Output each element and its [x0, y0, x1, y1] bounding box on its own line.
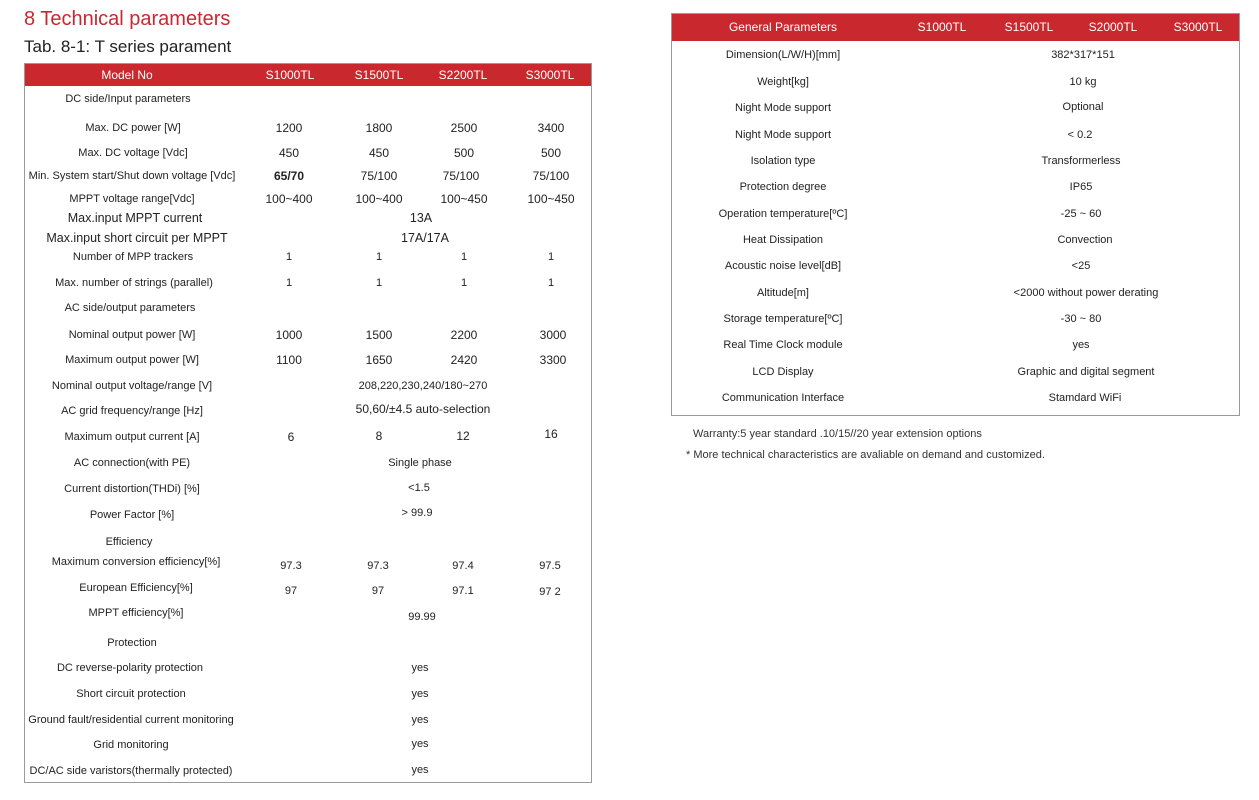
cell-value: 1650: [365, 353, 393, 367]
cell-value: 1800: [365, 121, 393, 135]
cell-value: < 0.2: [1067, 129, 1093, 141]
cell-value: 100~450: [440, 192, 488, 206]
cell-value: 99.99: [408, 611, 436, 623]
cell-value: 100~400: [265, 192, 313, 206]
row-label: Operation temperature[ºC]: [718, 208, 848, 220]
cell-value: 208,220,230,240/180~270: [358, 380, 488, 392]
cell-value: 97: [284, 585, 298, 597]
cell-value: 13A: [409, 211, 433, 225]
row-label: Maximum output current [A]: [64, 431, 200, 443]
cell-value: <25: [1071, 260, 1091, 272]
prot-section-heading: Protection: [107, 637, 157, 649]
cell-value: 97.4: [452, 560, 474, 572]
cell-value: 97: [371, 585, 385, 597]
row-label: Night Mode support: [735, 102, 831, 114]
cell-value: 75/100: [442, 169, 480, 183]
cell-value: yes: [411, 688, 429, 700]
row-label: Protection degree: [739, 181, 827, 193]
cell-value: Stamdard WiFi: [1048, 392, 1122, 404]
cell-value: 65/70: [273, 169, 305, 183]
customization-note: * More technical characteristics are avaliable on demand and customized.: [686, 449, 1045, 461]
cell-value: Transformerless: [1041, 155, 1121, 167]
cell-value: 1: [285, 277, 293, 289]
cell-value: 100~400: [355, 192, 403, 206]
cell-value: 2500: [450, 121, 478, 135]
row-label: Max.input MPPT current: [67, 211, 203, 225]
row-label: DC/AC side varistors(thermally protected): [29, 765, 233, 777]
t-series-parameter-table: [24, 63, 592, 783]
row-label: Current distortion(THDi) [%]: [64, 483, 200, 495]
cell-value: 6: [287, 430, 295, 444]
cell-value: 1: [460, 277, 468, 289]
header-s1000tl: S1000TL: [917, 20, 967, 34]
row-label: Max. DC power [W]: [85, 122, 181, 134]
cell-value: 3000: [539, 328, 567, 342]
row-label: Real Time Clock module: [723, 339, 843, 351]
cell-value: 3300: [539, 353, 567, 367]
cell-value: 450: [278, 146, 300, 160]
row-label: Night Mode support: [735, 129, 831, 141]
cell-value: 1: [547, 251, 555, 263]
cell-value: > 99.9: [401, 507, 433, 519]
header-s1500tl: S1500TL: [354, 68, 404, 82]
cell-value: IP65: [1069, 181, 1093, 193]
header-s2200tl: S2200TL: [438, 68, 488, 82]
cell-value: 16: [544, 427, 558, 441]
cell-value: 1: [460, 251, 468, 263]
row-label: Grid monitoring: [93, 739, 169, 751]
header-s3000tl: S3000TL: [1173, 20, 1223, 34]
cell-value: 450: [368, 146, 390, 160]
cell-value: Single phase: [388, 457, 452, 469]
header-s3000tl: S3000TL: [525, 68, 575, 82]
cell-value: yes: [411, 714, 429, 726]
row-label: Min. System start/Shut down voltage [Vdc]: [28, 170, 236, 182]
row-label: Max. DC voltage [Vdc]: [78, 147, 188, 159]
row-label: Communication Interface: [721, 392, 845, 404]
cell-value: 2200: [450, 328, 478, 342]
table-header: [25, 64, 591, 86]
cell-value: 97.1: [452, 585, 474, 597]
cell-value: <1.5: [408, 482, 430, 494]
row-label: Number of MPP trackers: [72, 251, 194, 263]
cell-value: Convection: [1057, 234, 1113, 246]
row-label: Heat Dissipation: [742, 234, 824, 246]
cell-value: 8: [375, 429, 383, 443]
header-model-no: Model No: [101, 68, 153, 82]
row-label: AC grid frequency/range [Hz]: [61, 405, 203, 417]
row-label: Nominal output voltage/range [V]: [51, 380, 213, 392]
cell-value: 1: [375, 251, 383, 263]
cell-value: 75/100: [360, 169, 398, 183]
cell-value: 97.5: [539, 560, 561, 572]
row-label: Dimension(L/W/H)[mm]: [725, 49, 841, 61]
row-label: Acoustic noise level[dB]: [724, 260, 842, 272]
table-caption: Tab. 8-1: T series parament: [24, 37, 232, 56]
cell-value: Graphic and digital segment: [1017, 366, 1155, 378]
ac-section-heading: AC side/output parameters: [64, 302, 196, 314]
row-label: Power Factor [%]: [89, 509, 175, 521]
section-title: 8 Technical parameters: [24, 8, 231, 30]
row-label: Weight[kg]: [757, 76, 809, 88]
cell-value: 1500: [365, 328, 393, 342]
row-label: Isolation type: [750, 155, 816, 167]
cell-value: 500: [453, 146, 475, 160]
header-general-parameters: General Parameters: [728, 20, 838, 34]
cell-value: 1: [375, 277, 383, 289]
cell-value: 12: [456, 429, 470, 443]
cell-value: yes: [411, 662, 429, 674]
cell-value: 97.3: [280, 560, 302, 572]
warranty-note: Warranty:5 year standard .10/15//20 year extension options: [693, 428, 982, 440]
cell-value: yes: [411, 738, 429, 750]
row-label: MPPT efficiency[%]: [88, 607, 184, 619]
row-label: Nominal output power [W]: [68, 329, 196, 341]
cell-value: 500: [540, 146, 562, 160]
row-label: Maximum output power [W]: [65, 354, 199, 366]
cell-value: 382*317*151: [1051, 49, 1115, 61]
dc-section-heading: DC side/Input parameters: [65, 93, 191, 105]
cell-value: 1200: [275, 121, 303, 135]
cell-value: 1: [285, 251, 293, 263]
cell-value: 1000: [275, 328, 303, 342]
cell-value: Optional: [1062, 101, 1104, 113]
header-s2000tl: S2000TL: [1088, 20, 1138, 34]
cell-value: 97.3: [367, 560, 389, 572]
cell-value: 3400: [537, 121, 565, 135]
general-parameters-table: [671, 13, 1240, 416]
row-label: Max. number of strings (parallel): [55, 277, 213, 289]
row-label: Ground fault/residential current monitoring: [28, 714, 234, 726]
eff-section-heading: Efficiency: [105, 536, 153, 548]
cell-value: 1: [547, 277, 555, 289]
row-label: Storage temperature[ºC]: [723, 313, 843, 325]
row-label: Maximum conversion efficiency[%]: [51, 556, 221, 568]
row-label: Altitude[m]: [757, 287, 809, 299]
cell-value: <2000 without power derating: [1013, 287, 1159, 299]
cell-value: 100~450: [527, 192, 575, 206]
cell-value: 75/100: [532, 169, 570, 183]
row-label: European Efficiency[%]: [79, 582, 193, 594]
cell-value: -25 ~ 60: [1060, 208, 1102, 220]
row-label: Short circuit protection: [76, 688, 186, 700]
cell-value: 10 kg: [1069, 76, 1097, 88]
cell-value: 1100: [276, 353, 302, 367]
header-s1500tl: S1500TL: [1004, 20, 1054, 34]
row-label: DC reverse-polarity protection: [56, 662, 204, 674]
cell-value: -30 ~ 80: [1060, 313, 1102, 325]
cell-value: 97 2: [539, 586, 561, 598]
row-label: MPPT voltage range[Vdc]: [69, 193, 195, 205]
row-label: Max.input short circuit per MPPT: [46, 231, 228, 245]
row-label: AC connection(with PE): [73, 457, 191, 469]
cell-value: 2420: [450, 353, 478, 367]
cell-value: 50,60/±4.5 auto-selection: [355, 402, 491, 416]
cell-value: yes: [1072, 339, 1090, 351]
cell-value: 17A/17A: [401, 231, 449, 245]
header-s1000tl: S1000TL: [265, 68, 315, 82]
table-header: [672, 14, 1239, 41]
cell-value: yes: [411, 764, 429, 776]
row-label: LCD Display: [752, 366, 814, 378]
